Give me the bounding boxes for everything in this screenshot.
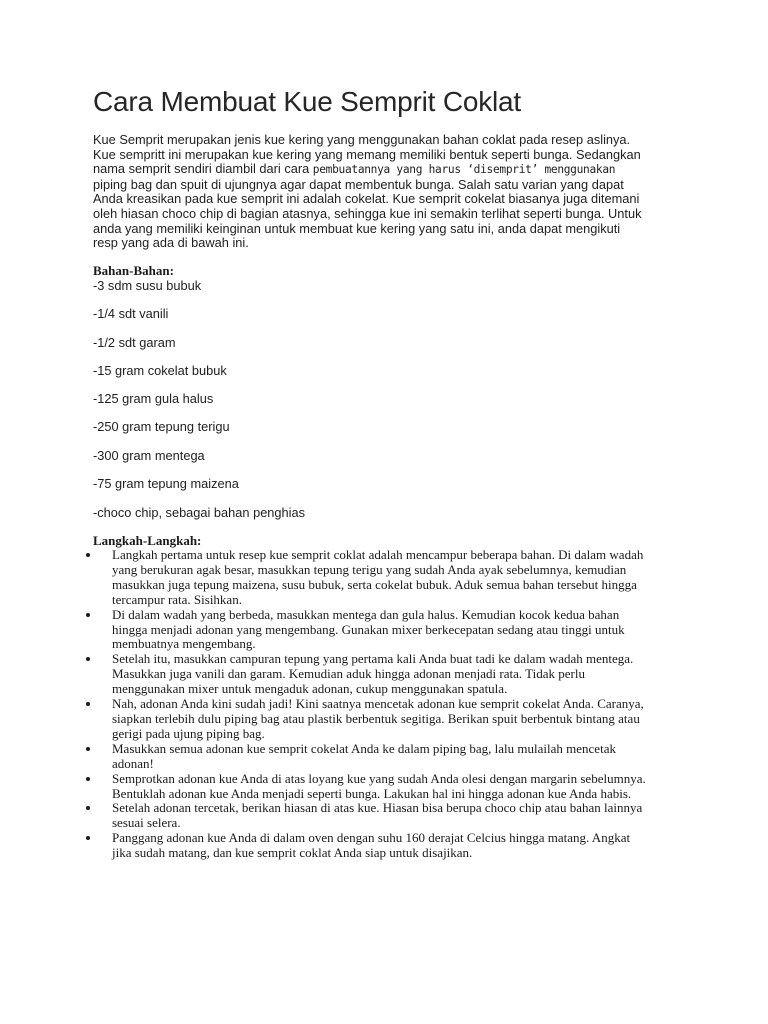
step-text [112, 772, 686, 802]
intro-line-head: nama semprit sendiri diambil dari cara [93, 161, 313, 177]
step-line: Semprotkan adonan kue Anda di atas loyang kue yang sudah Anda olesi dengan margarin sebelumnya. [112, 770, 646, 786]
step-line: jika sudah matang, dan kue semprit coklat Anda siap untuk disajikan. [112, 845, 473, 861]
bullet-icon [86, 747, 90, 751]
step-line: Masukkan juga vanili dan garam. Kemudian aduk hingga adonan menjadi rata. Tidak perlu [112, 666, 585, 682]
step-text [112, 652, 686, 697]
step-item [86, 548, 686, 608]
step-item [86, 652, 686, 697]
step-line: adonan! [112, 755, 154, 771]
step-text [112, 548, 686, 608]
intro-paragraph [93, 133, 693, 251]
step-text [112, 801, 686, 831]
step-line: yang berukuran agak besar, masukkan tepung terigu yang sudah Anda ayak sebelumnya, kemudian [112, 561, 627, 577]
ingredient-item: -1/4 sdt vanili [93, 306, 169, 321]
intro-line: piping bag dan spuit di ujungnya agar dapat membentuk bunga. Salah satu varian yang dapat [93, 176, 624, 192]
bullet-icon [86, 657, 90, 661]
intro-line: Kue Semprit merupakan jenis kue kering yang menggunakan bahan coklat pada resep aslinya. [93, 132, 631, 147]
bullet-icon [86, 806, 90, 810]
step-item [86, 697, 686, 742]
bullet-icon [86, 777, 90, 781]
ingredient-item: -250 gram tepung terigu [93, 419, 230, 434]
intro-line: anda yang memiliki keinginan untuk membuat kue kering yang satu ini, anda dapat mengikuti [93, 220, 621, 236]
steps-heading: Langkah-Langkah: [93, 533, 202, 548]
bullet-icon [86, 702, 90, 706]
step-line: Di dalam wadah yang berbeda, masukkan mentega dan gula halus. Kemudian kocok kedua bahan [112, 606, 620, 622]
step-line: Langkah pertama untuk resep kue semprit coklat adalah mencampur beberapa bahan. Di dalam wadah [112, 547, 644, 562]
step-line: sesuai selera. [112, 815, 181, 831]
step-line: menggunakan mixer untuk mengaduk adonan, cukup menggunakan spatula. [112, 681, 508, 697]
ingredient-item: -75 gram tepung maizena [93, 476, 239, 491]
ingredients-heading: Bahan-Bahan: [93, 263, 174, 278]
document-title: Cara Membuat Kue Semprit Coklat [93, 86, 521, 117]
step-text [112, 697, 686, 742]
intro-line-tail: pembuatannya yang harus ‘disemprit’ menggunakan [312, 163, 616, 177]
step-item [86, 772, 686, 802]
step-line: Setelah adonan tercetak, berikan hiasan di atas kue. Hiasan bisa berupa choco chip atau bahan lainnya [112, 800, 643, 816]
step-item [86, 801, 686, 831]
intro-line: Kue sempritt ini merupakan kue kering yang memang memiliki bentuk seperti bunga. Sedangkan [93, 146, 641, 162]
intro-line: resp yang ada di bawah ini. [93, 235, 249, 251]
step-line: Setelah itu, masukkan campuran tepung yang pertama kali Anda buat tadi ke dalam wadah mentega. [112, 651, 634, 667]
step-item [86, 831, 686, 861]
step-line: Panggang adonan kue Anda di dalam oven dengan suhu 160 derajat Celcius hingga matang. Angkat [112, 830, 631, 846]
step-line: Nah, adonan Anda kini sudah jadi! Kini saatnya mencetak adonan kue semprit cokelat Anda. Caranya, [112, 696, 644, 712]
step-line: membuatnya mengembang. [112, 636, 256, 652]
step-line: tercampur rata. Sisihkan. [112, 591, 242, 607]
step-item [86, 608, 686, 653]
ingredient-item: -125 gram gula halus [93, 391, 214, 406]
bullet-icon [86, 553, 90, 557]
ingredient-item: -3 sdm susu bubuk [93, 278, 202, 293]
step-text [112, 742, 686, 772]
step-line: Bentuklah adonan kue Anda menjadi seperti bunga. Lakukan hal ini hingga adonan kue Anda habis. [112, 785, 632, 801]
step-line: masukkan juga tepung maizena, susu bubuk, serta cokelat bubuk. Aduk semua bahan tersebut hingga [112, 576, 637, 592]
steps-list [86, 548, 686, 861]
step-text [112, 608, 686, 653]
bullet-icon [86, 613, 90, 617]
ingredient-item: -choco chip, sebagai bahan penghias [93, 505, 306, 520]
step-line: hingga menjadi adonan yang mengembang. Gunakan mixer berkecepatan sedang atau tinggi untuk [112, 621, 625, 637]
step-line: Masukkan semua adonan kue semprit cokelat Anda ke dalam piping bag, lalu mulailah mencetak [112, 740, 616, 756]
ingredient-item: -15 gram cokelat bubuk [93, 363, 227, 378]
intro-line: Anda kreasikan pada kue semprit ini adalah cokelat. Kue semprit cokelat biasanya juga ditemani [93, 191, 640, 207]
intro-line: oleh hiasan choco chip di bagian atasnya, sehingga kue ini semakin terlihat seperti bunga. Untuk [93, 205, 642, 221]
bullet-icon [86, 836, 90, 840]
intro-line [93, 162, 693, 178]
step-item [86, 742, 686, 772]
step-line: gerigi pada ujung piping bag. [112, 725, 265, 741]
step-text [112, 831, 686, 861]
ingredient-item: -1/2 sdt garam [93, 335, 176, 350]
ingredient-item: -300 gram mentega [93, 448, 205, 463]
step-line: siapkan terlebih dulu piping bag atau plastik berbentuk segitiga. Berikan spuit berbentuk bintang atau [112, 710, 640, 726]
